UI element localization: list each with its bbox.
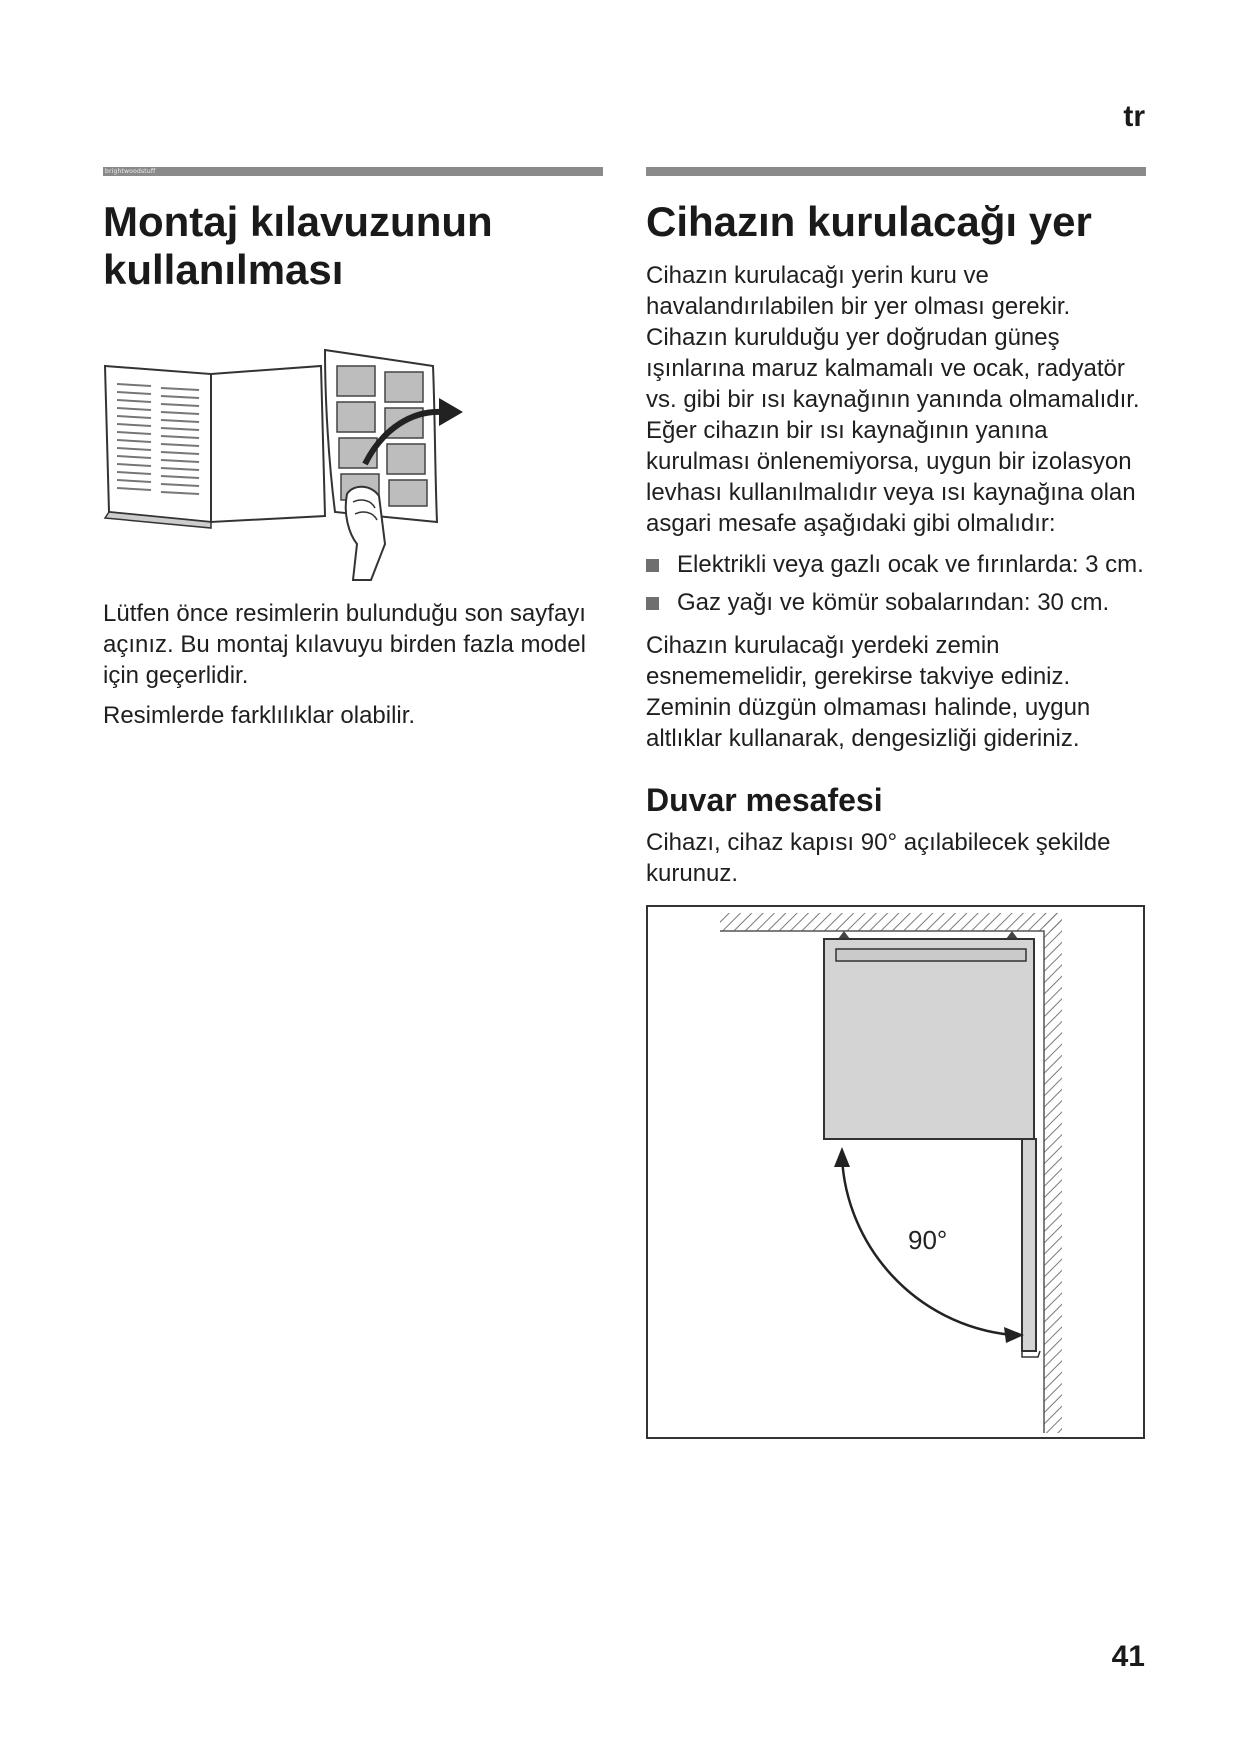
left-paragraph-1: Lütfen önce resimlerin bulunduğu son sayfayı açınız. Bu montaj kılavuyu birden fazla model için geçerlidir. — [103, 600, 586, 689]
page-number: 41 — [1111, 1640, 1145, 1673]
bullet-square-icon — [646, 597, 659, 610]
list-item-text: Elektrikli veya gazlı ocak ve fırınlarda: 3 cm. — [677, 551, 1144, 578]
section-title-manual: Montaj kılavuzunun kullanılması — [103, 198, 493, 293]
rule-label: brightwoodstuff — [105, 168, 156, 175]
section-title-location: Cihazın kurulacağı yer — [646, 198, 1092, 245]
left-column — [103, 167, 603, 740]
list-item — [646, 549, 1146, 580]
list-item — [646, 587, 1146, 618]
language-tag: tr — [1123, 100, 1145, 133]
angle-label: 90° — [908, 1225, 948, 1255]
right-paragraph-3: Cihazı, cihaz kapısı 90° açılabilecek şekilde kurunuz. — [646, 829, 1111, 887]
list-item-text: Gaz yağı ve kömür sobalarından: 30 cm. — [677, 589, 1110, 616]
right-paragraph-1: Cihazın kurulacağı yerin kuru ve havalandırılabilen bir yer olması gerekir. Cihazın kurulduğu yer doğrudan güneş ışınlarına maruz kalmamalı ve ocak, radyatör vs. gibi bir ısı kaynağının yanında olmamalıdır. Eğer cihazın bir ısı kaynağının yanına kurulması önlenemiyorsa, uygun bir izolasyon levhası kullanılmalıdır veya ısı kaynağına olan asgari mesafe aşağıdaki gibi olmalıdır: — [646, 262, 1140, 537]
distance-list — [646, 549, 1146, 618]
subsection-title-wall-distance: Duvar mesafesi — [646, 782, 883, 818]
section-rule-right — [646, 167, 1146, 176]
right-paragraph-2: Cihazın kurulacağı yerdeki zemin esnememelidir, gerekirse takviye ediniz. Zeminin düzgün olmaması halinde, uygun altlıklar kullanarak, dengesizliği gideriniz. — [646, 632, 1091, 752]
left-paragraph-2: Resimlerde farklılıklar olabilir. — [103, 702, 416, 729]
section-rule — [103, 167, 603, 176]
bullet-square-icon — [646, 559, 659, 572]
right-column — [646, 167, 1146, 1440]
open-manual-illustration — [103, 344, 463, 584]
door-swing-diagram — [646, 905, 1146, 1440]
